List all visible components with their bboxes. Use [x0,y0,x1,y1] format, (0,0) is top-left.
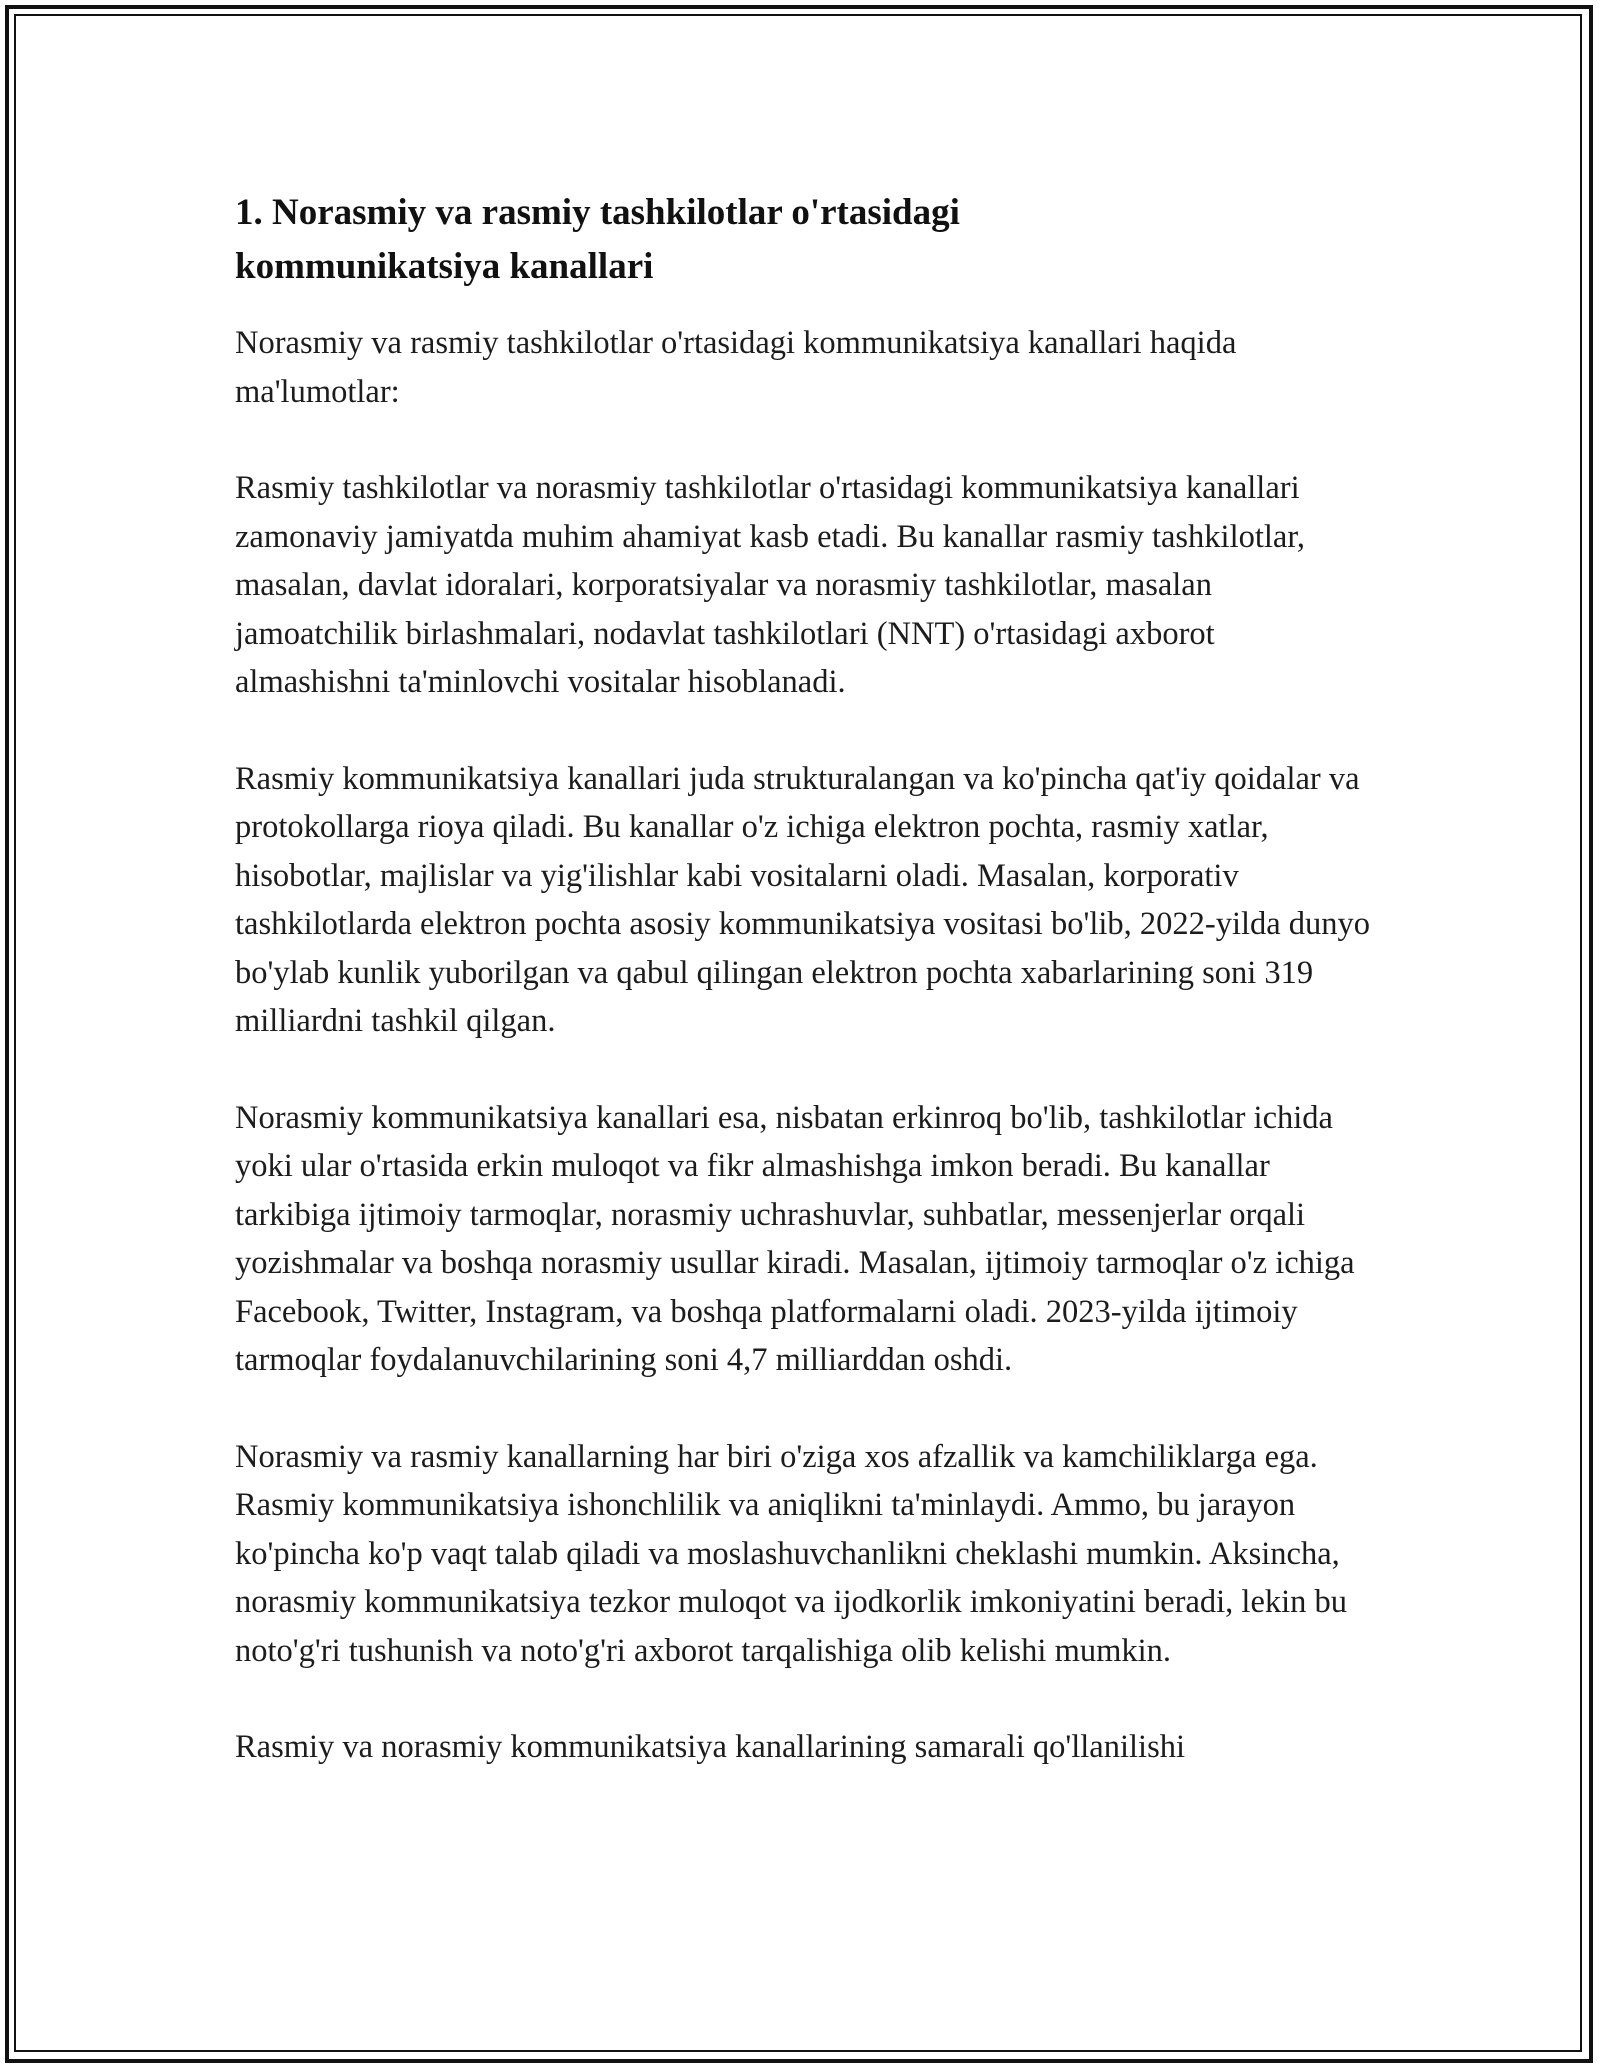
section-heading [235,186,1375,294]
paragraph-channels-overview: Rasmiy tashkilotlar va norasmiy tashkilotlar o'rtasidagi kommunikatsiya kanallari zamonaviy jamiyatda muhim ahamiyat kasb etadi. Bu kanallar rasmiy tashkilotlar, masalan, davlat idoralari, korporatsiyalar va norasmiy tashkilotlar, masalan jamoatchilik birlashmalari, nodavlat tashkilotlari (NNT) o'rtasidagi axborot almashishni ta'minlovchi vositalar hisoblanadi. [235,470,1305,700]
intro-paragraph: Norasmiy va rasmiy tashkilotlar o'rtasidagi kommunikatsiya kanallari haqida ma'lumotlar: [235,325,1237,410]
document-body [235,186,1375,1820]
paragraph-effective-use: Rasmiy va norasmiy kommunikatsiya kanallarining samarali qo'llanilishi [235,1729,1185,1765]
paragraph-formal-channels: Rasmiy kommunikatsiya kanallari juda strukturalangan va ko'pincha qat'iy qoidalar va protokollarga rioya qiladi. Bu kanallar o'z ichiga elektron pochta, rasmiy xatlar, hisobotlar, majlislar va yig'ilishlar kabi vositalarni oladi. Masalan, korporativ tashkilotlarda elektron pochta asosiy kommunikatsiya vositasi bo'lib, 2022-yilda dunyo bo'ylab kunlik yuborilgan va qabul qilingan elektron pochta xabarlarining soni 319 milliardni tashkil qilgan. [235,760,1371,1039]
section-heading-line-2: kommunikatsiya kanallari [235,246,654,287]
paragraph-pros-cons: Norasmiy va rasmiy kanallarning har biri o'ziga xos afzallik va kamchiliklarga ega. Rasmiy kommunikatsiya ishonchlilik va aniqlikni ta'minlaydi. Ammo, bu jarayon ko'pincha ko'p vaqt talab qiladi va moslashuvchanlikni cheklashi mumkin. Aksincha, norasmiy kommunikatsiya tezkor muloqot va ijodkorlik imkoniyatini beradi, lekin bu noto'g'ri tushunish va noto'g'ri axborot tarqalishiga olib kelishi mumkin. [235,1438,1348,1669]
section-heading-line-1: 1. Norasmiy va rasmiy tashkilotlar o'rtasidagi [235,192,960,233]
paragraph-informal-channels: Norasmiy kommunikatsiya kanallari esa, nisbatan erkinroq bo'lib, tashkilotlar ichida yoki ular o'rtasida erkin muloqot va fikr almashishga imkon beradi. Bu kanallar tarkibiga ijtimoiy tarmoqlar, norasmiy uchrashuvlar, suhbatlar, messenjerlar orqali yozishmalar va boshqa norasmiy usullar kiradi. Masalan, ijtimoiy tarmoqlar o'z ichiga Facebook, Twitter, Instagram, va boshqa platformalarni oladi. 2023-yilda ijtimoiy tarmoqlar foydalanuvchilarining soni 4,7 milliarddan oshdi. [235,1099,1355,1378]
